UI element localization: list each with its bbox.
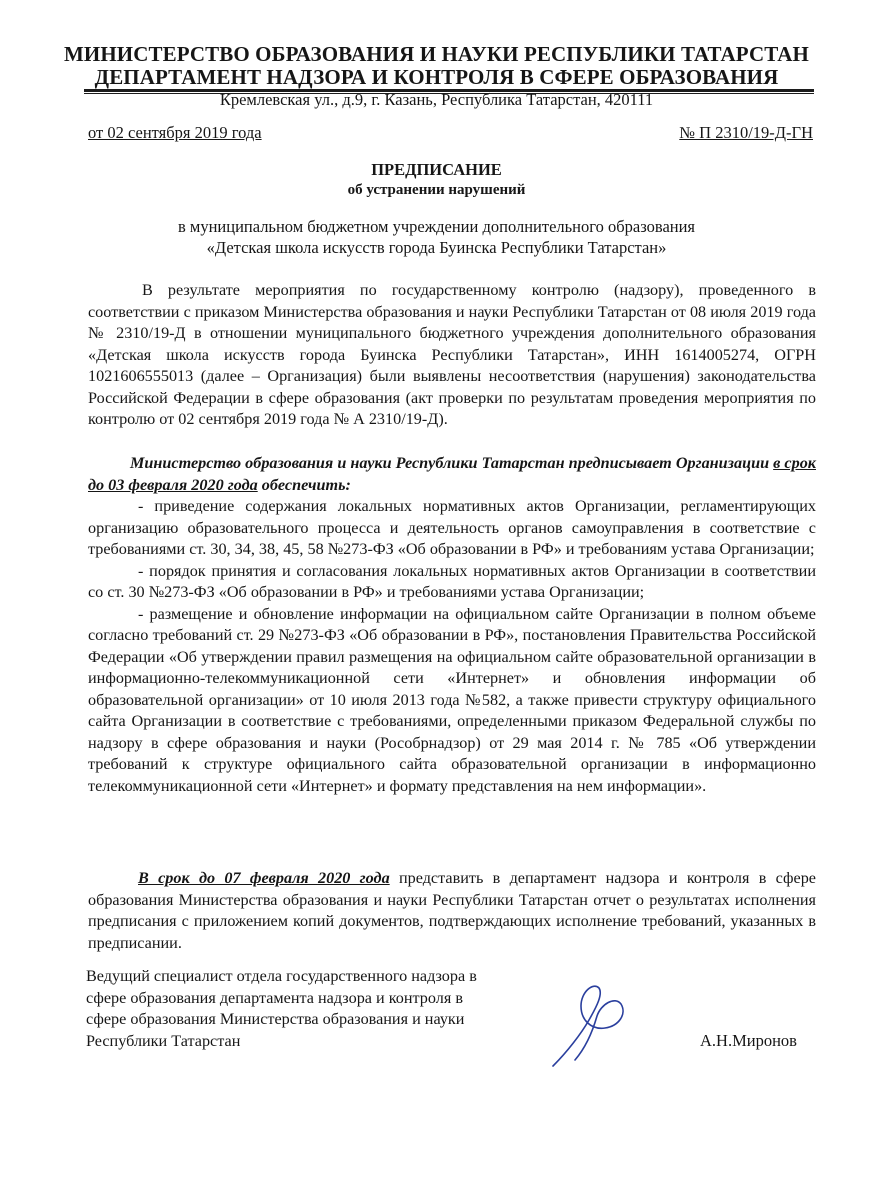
signatory-name: А.Н.Миронов: [700, 1031, 797, 1050]
report-text: представить в департамент надзора и контроля в сфере образования Министерства образования и науки Республики Татарстан отчет о результатах исполнения предписания с приложением копий документов, подтверждающих исполнение требований, указанных в предписании.: [88, 869, 816, 952]
order-item: - приведение содержания локальных нормативных актов Организации, регламентирующих организацию образовательного процесса и деятельность органов самоуправления в соответствие с требованиями ст. 30, 34, 38, 45, 58 №273-ФЗ «Об образовании в РФ» и требованиям устава Организации;: [88, 497, 816, 558]
report-deadline: В срок до 07 февраля 2020 года: [138, 869, 390, 887]
document-date: от 02 сентября 2019 года: [88, 123, 262, 142]
ministry-title: МИНИСТЕРСТВО ОБРАЗОВАНИЯ И НАУКИ РЕСПУБЛИКИ ТАТАРСТАН: [64, 42, 809, 66]
order-deadline: в срок до 03 февраля 2020 года: [88, 454, 817, 494]
subject-line-1: в муниципальном бюджетном учреждении дополнительного образования: [177, 217, 696, 236]
order-item: - порядок принятия и согласования локальных нормативных актов Организации в соответствии со ст. 30 №273-ФЗ «Об образовании в РФ» и требованиями устава Организации;: [88, 561, 816, 601]
handwritten-signature-icon: [545, 982, 635, 1072]
document-title: ПРЕДПИСАНИЕ: [371, 160, 502, 179]
order-action: обеспечить:: [261, 475, 351, 494]
order-item: - размещение и обновление информации на официальном сайте Организации в полном объеме согласно требований ст. 29 №273-ФЗ «Об образовании в РФ», постановления Правительства Российской Федерации «Об утверждении правил размещения на официальном сайте образовательной организации в информационно-телекоммуникационной сети «Интернет» и обновления информации об образовательной организации» от 10 июля 2013 года №582, а также привести структуру официального сайта Организации в соответствие с требованиями, определенными приказом Федеральной службы по надзору в сфере образования и науки (Рособрнадзор) от 29 мая 2014 г. № 785 «Об утверждении требований к структуре официального сайта образовательной организации в информационно телекоммуникационной сети «Интернет» и формату представления на нем информации».: [88, 604, 816, 795]
inspection-paragraph: В результате мероприятия по государственному контролю (надзору), проведенного в соответствии с приказом Министерства образования и науки Республики Татарстан от 08 июля 2019 года № 2310/19-Д в отношении муниципального бюджетного учреждения дополнительного образования «Детская школа искусств города Буинска Республики Татарстан», ИНН 1614005274, ОГРН 1021606555013 (далее – Организация) были выявлены несоответствия (нарушения) законодательства Российской Федерации в сфере образования (акт проверки по результатам проведения мероприятия по контролю от 02 сентября 2019 года № А 2310/19-Д).: [88, 281, 816, 428]
order-intro: Министерство образования и науки Республики Татарстан предписывает Организации: [130, 454, 770, 472]
department-title: ДЕПАРТАМЕНТ НАДЗОРА И КОНТРОЛЯ В СФЕРЕ ОБРАЗОВАНИЯ: [94, 65, 779, 89]
signatory-position: Ведущий специалист отдела государственного надзора в сфере образования департамента надзора и контроля в сфере образования Министерства образования и науки Республики Татарстан: [86, 967, 477, 1050]
order-paragraph: [88, 453, 816, 797]
ministry-address: Кремлевская ул., д.9, г. Казань, Республика Татарстан, 420111: [219, 90, 654, 109]
subject-line-2: «Детская школа искусств города Буинска Республики Татарстан»: [206, 238, 667, 257]
document-number: № П 2310/19-Д-ГН: [679, 123, 813, 142]
report-paragraph: [88, 868, 816, 954]
document-subtitle: об устранении нарушений: [347, 182, 526, 198]
